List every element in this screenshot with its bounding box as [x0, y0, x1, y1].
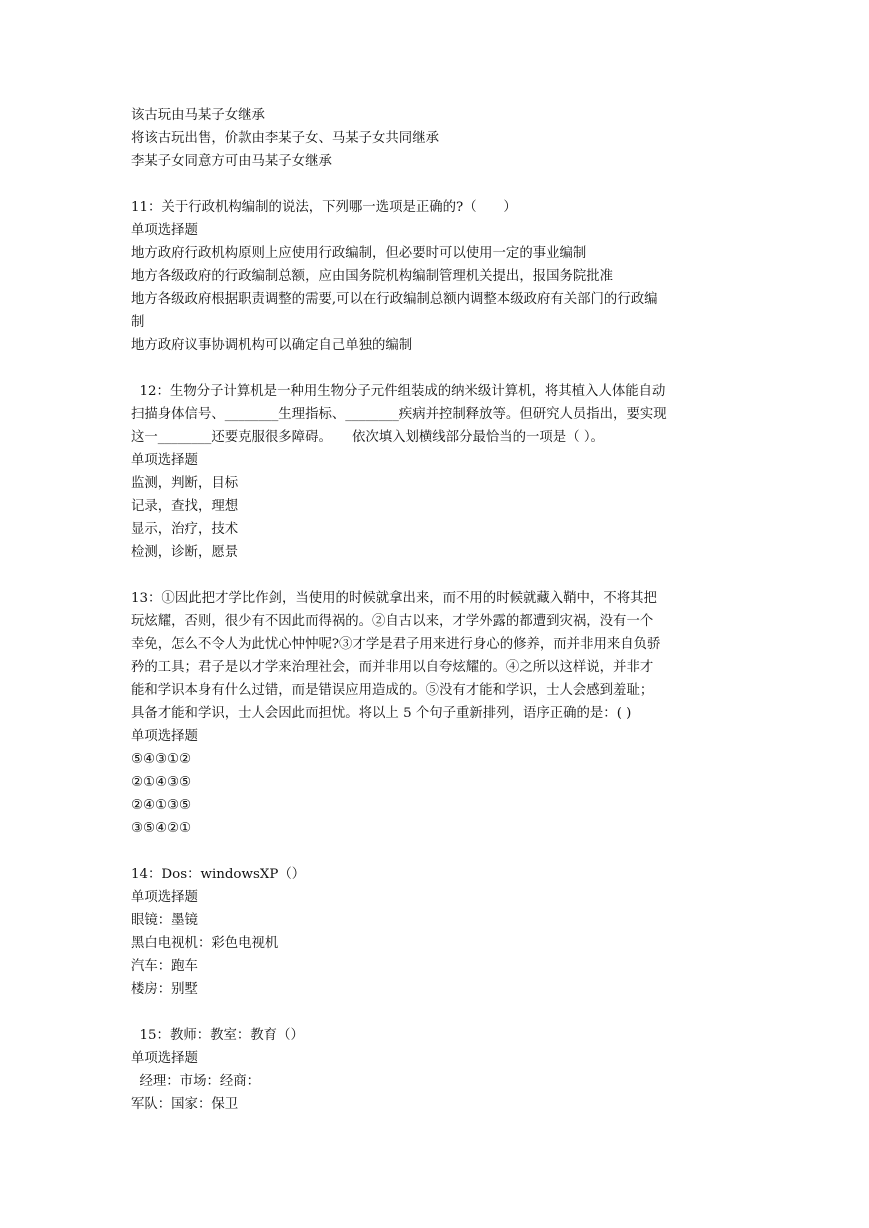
option-line: 检测，诊断，愿景: [131, 545, 239, 560]
question-stem: 玩炫耀，否则，很少有不因此而得祸的。②自古以来，才学外露的都遭到灾祸，没有一个: [131, 614, 654, 629]
option-line: ②④①③⑤: [131, 798, 192, 813]
question-14: [131, 863, 741, 1001]
question-stem: 矜的工具；君子是以才学来治理社会，而并非用以自夸炫耀的。④之所以这样说，并非才: [131, 660, 654, 675]
option-line: ②①④③⑤: [131, 775, 192, 790]
option-line: 记录，查找，理想: [131, 499, 239, 514]
question-stem: 14：Dos：windowsXP（）: [131, 867, 306, 882]
option-line: 黑白电视机：彩色电视机: [131, 936, 279, 951]
option-line: 地方各级政府根据职责调整的需要,可以在行政编制总额内调整本级政府有关部门的行政编: [131, 292, 658, 307]
question-type: 单项选择题: [131, 1051, 198, 1066]
question-12: [131, 380, 741, 564]
question-stem: 扫描身体信号、________生理指标、________疾病并控制释放等。但研究人员指出，要实现: [131, 407, 667, 422]
option-line: 将该古玩出售，价款由李某子女、马某子女共同继承: [131, 131, 439, 146]
option-line: 地方政府议事协调机构可以确定自己单独的编制: [131, 338, 413, 353]
question-stem: 13：①因此把才学比作剑，当使用的时候就拿出来，而不用的时候就藏入鞘中，不将其把: [131, 591, 657, 606]
question-stem: 幸免，怎么不令人为此忧心忡忡呢?③才学是君子用来进行身心的修养，而并非用来自负骄: [131, 637, 661, 652]
option-line: 眼镜：墨镜: [131, 913, 198, 928]
question-type: 单项选择题: [131, 729, 198, 744]
option-line: 楼房：别墅: [131, 982, 198, 997]
option-line: ③⑤④②①: [131, 821, 192, 836]
question-type: 单项选择题: [131, 453, 198, 468]
option-line: 经理：市场：经商：: [131, 1074, 261, 1089]
question-stem: 15：教师：教室：教育（）: [131, 1028, 304, 1043]
question-stem: 这一________还要克服很多障碍。 依次填入划横线部分最恰当的一项是（ ）。: [131, 430, 604, 445]
option-line: 监测，判断，目标: [131, 476, 239, 491]
option-line: 李某子女同意方可由马某子女继承: [131, 154, 332, 169]
question-stem: 具备才能和学识，士人会因此而担忧。将以上 5 个句子重新排列，语序正确的是：( ): [131, 706, 632, 721]
question-13: [131, 587, 741, 840]
question-stem: 11：关于行政机构编制的说法，下列哪一选项是正确的?（ ）: [131, 200, 517, 215]
option-line: 地方各级政府的行政编制总额，应由国务院机构编制管理机关提出，报国务院批准: [131, 269, 614, 284]
option-line: ⑤④③①②: [131, 752, 192, 767]
option-line: 制: [131, 315, 145, 330]
question-type: 单项选择题: [131, 890, 198, 905]
option-line: 显示，治疗，技术: [131, 522, 239, 537]
option-line: 汽车：跑车: [131, 959, 198, 974]
question-11: [131, 196, 741, 357]
question-15: [131, 1024, 741, 1116]
intro-options: [131, 104, 741, 173]
document-page: [131, 104, 741, 1139]
question-type: 单项选择题: [131, 223, 198, 238]
option-line: 该古玩由马某子女继承: [131, 108, 265, 123]
question-stem: 能和学识本身有什么过错，而是错误应用造成的。⑤没有才能和学识，士人会感到羞耻；: [131, 683, 654, 698]
option-line: 地方政府行政机构原则上应使用行政编制，但必要时可以使用一定的事业编制: [131, 246, 587, 261]
option-line: 军队：国家：保卫: [131, 1097, 239, 1112]
question-stem: 12：生物分子计算机是一种用生物分子元件组装成的纳米级计算机，将其植入人体能自动: [131, 384, 666, 399]
